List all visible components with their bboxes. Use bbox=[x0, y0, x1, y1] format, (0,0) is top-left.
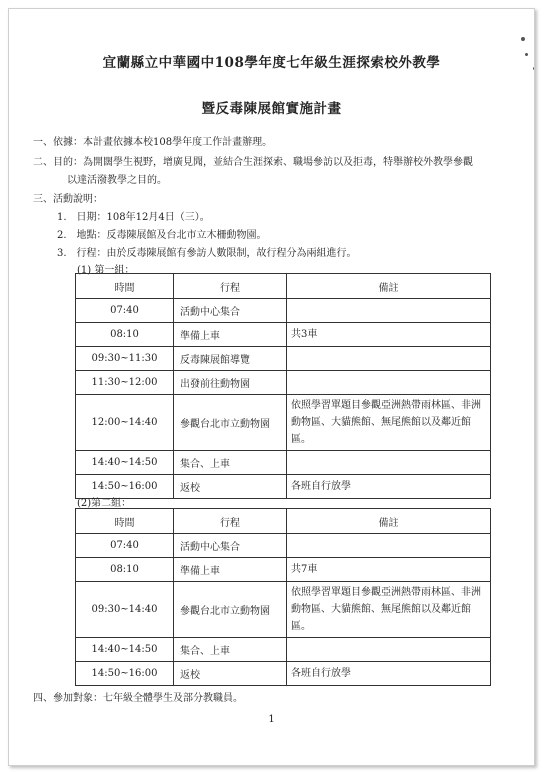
table-row bbox=[76, 371, 491, 395]
header-time: 時間 bbox=[76, 274, 174, 299]
cell-note bbox=[287, 451, 491, 475]
table-header-row bbox=[76, 274, 491, 299]
cell-time: 14:50~16:00 bbox=[76, 475, 174, 499]
document-title: 宜蘭縣立中華國中108學年度七年級生涯探索校外教學 bbox=[102, 55, 441, 71]
cell-note bbox=[287, 638, 491, 662]
cell-time: 12:00~14:40 bbox=[76, 395, 174, 451]
cell-plan: 返校 bbox=[174, 475, 287, 499]
cell-time: 14:40~14:50 bbox=[76, 451, 174, 475]
table-row bbox=[76, 395, 491, 451]
header-plan: 行程 bbox=[174, 509, 287, 534]
cell-note: 各班自行放學 bbox=[287, 662, 491, 686]
cell-plan: 反毒陳展館導覽 bbox=[174, 347, 287, 371]
item-schedule: 3. 行程：由於反毒陳展館有參訪人數限制，故行程分為兩組進行。 bbox=[57, 248, 357, 259]
cell-note bbox=[287, 347, 491, 371]
item-location: 2. 地點：反毒陳展館及台北市立木柵動物園。 bbox=[57, 230, 267, 241]
item-date: 1. 日期：108年12月4日（三）。 bbox=[57, 212, 210, 223]
cell-time: 14:50~16:00 bbox=[76, 662, 174, 686]
cell-note: 依照學習單題目參觀亞洲熱帶雨林區、非洲動物區、大貓熊館、無尾熊館以及鄰近館區。 bbox=[287, 582, 491, 638]
group1-schedule-table bbox=[75, 273, 491, 499]
cell-time: 08:10 bbox=[76, 558, 174, 582]
header-note: 備註 bbox=[287, 509, 491, 534]
table-row bbox=[76, 475, 491, 499]
section-basis: 一、依據：本計畫依據本校108學年度工作計畫辦理。 bbox=[33, 137, 273, 148]
table-row bbox=[76, 534, 491, 558]
cell-plan: 活動中心集合 bbox=[174, 534, 287, 558]
cell-note bbox=[287, 299, 491, 323]
group2-schedule-table bbox=[75, 508, 491, 686]
cell-plan: 準備上車 bbox=[174, 323, 287, 347]
header-plan: 行程 bbox=[174, 274, 287, 299]
cell-note: 各班自行放學 bbox=[287, 475, 491, 499]
cell-note bbox=[287, 371, 491, 395]
section-participants: 四、參加對象：七年級全體學生及部分教職員。 bbox=[33, 693, 243, 704]
cell-plan: 活動中心集合 bbox=[174, 299, 287, 323]
section-purpose: 二、目的：為開闊學生視野，增廣見聞，並結合生涯探索、職場參訪以及拒毒，特舉辦校外教學參觀 bbox=[33, 157, 473, 168]
table-row bbox=[76, 299, 491, 323]
table-row bbox=[76, 451, 491, 475]
cell-time: 14:40~14:50 bbox=[76, 638, 174, 662]
cell-time: 09:30~14:40 bbox=[76, 582, 174, 638]
cell-plan: 返校 bbox=[174, 662, 287, 686]
table-row bbox=[76, 638, 491, 662]
table-row bbox=[76, 582, 491, 638]
table-row bbox=[76, 323, 491, 347]
header-time: 時間 bbox=[76, 509, 174, 534]
group1-label: (1) 第一組： bbox=[77, 265, 135, 276]
cell-time: 07:40 bbox=[76, 534, 174, 558]
cell-time: 09:30~11:30 bbox=[76, 347, 174, 371]
group2-label: (2)第二組： bbox=[77, 498, 132, 509]
cell-plan: 出發前往動物園 bbox=[174, 371, 287, 395]
cell-time: 08:10 bbox=[76, 323, 174, 347]
cell-plan: 集合、上車 bbox=[174, 451, 287, 475]
cell-plan: 集合、上車 bbox=[174, 638, 287, 662]
section-activity: 三、活動說明： bbox=[33, 194, 103, 205]
cell-plan: 準備上車 bbox=[174, 558, 287, 582]
cell-time: 07:40 bbox=[76, 299, 174, 323]
cell-note bbox=[287, 534, 491, 558]
page-number: 1 bbox=[268, 714, 275, 725]
table-row bbox=[76, 662, 491, 686]
section-purpose-cont: 以達活潑教學之目的。 bbox=[67, 175, 167, 186]
cell-plan: 參觀台北市立動物園 bbox=[174, 582, 287, 638]
table-row bbox=[76, 558, 491, 582]
cell-note: 共3車 bbox=[287, 323, 491, 347]
header-note: 備註 bbox=[287, 274, 491, 299]
cell-note: 共7車 bbox=[287, 558, 491, 582]
table-header-row bbox=[76, 509, 491, 534]
cell-plan: 參觀台北市立動物園 bbox=[174, 395, 287, 451]
document-subtitle: 暨反毒陳展館實施計畫 bbox=[201, 101, 342, 117]
document-page bbox=[8, 8, 535, 766]
cell-time: 11:30~12:00 bbox=[76, 371, 174, 395]
table-row bbox=[76, 347, 491, 371]
scan-mark bbox=[521, 37, 525, 41]
cell-note: 依照學習單題目參觀亞洲熱帶雨林區、非洲動物區、大貓熊館、無尾熊館以及鄰近館區。 bbox=[287, 395, 491, 451]
